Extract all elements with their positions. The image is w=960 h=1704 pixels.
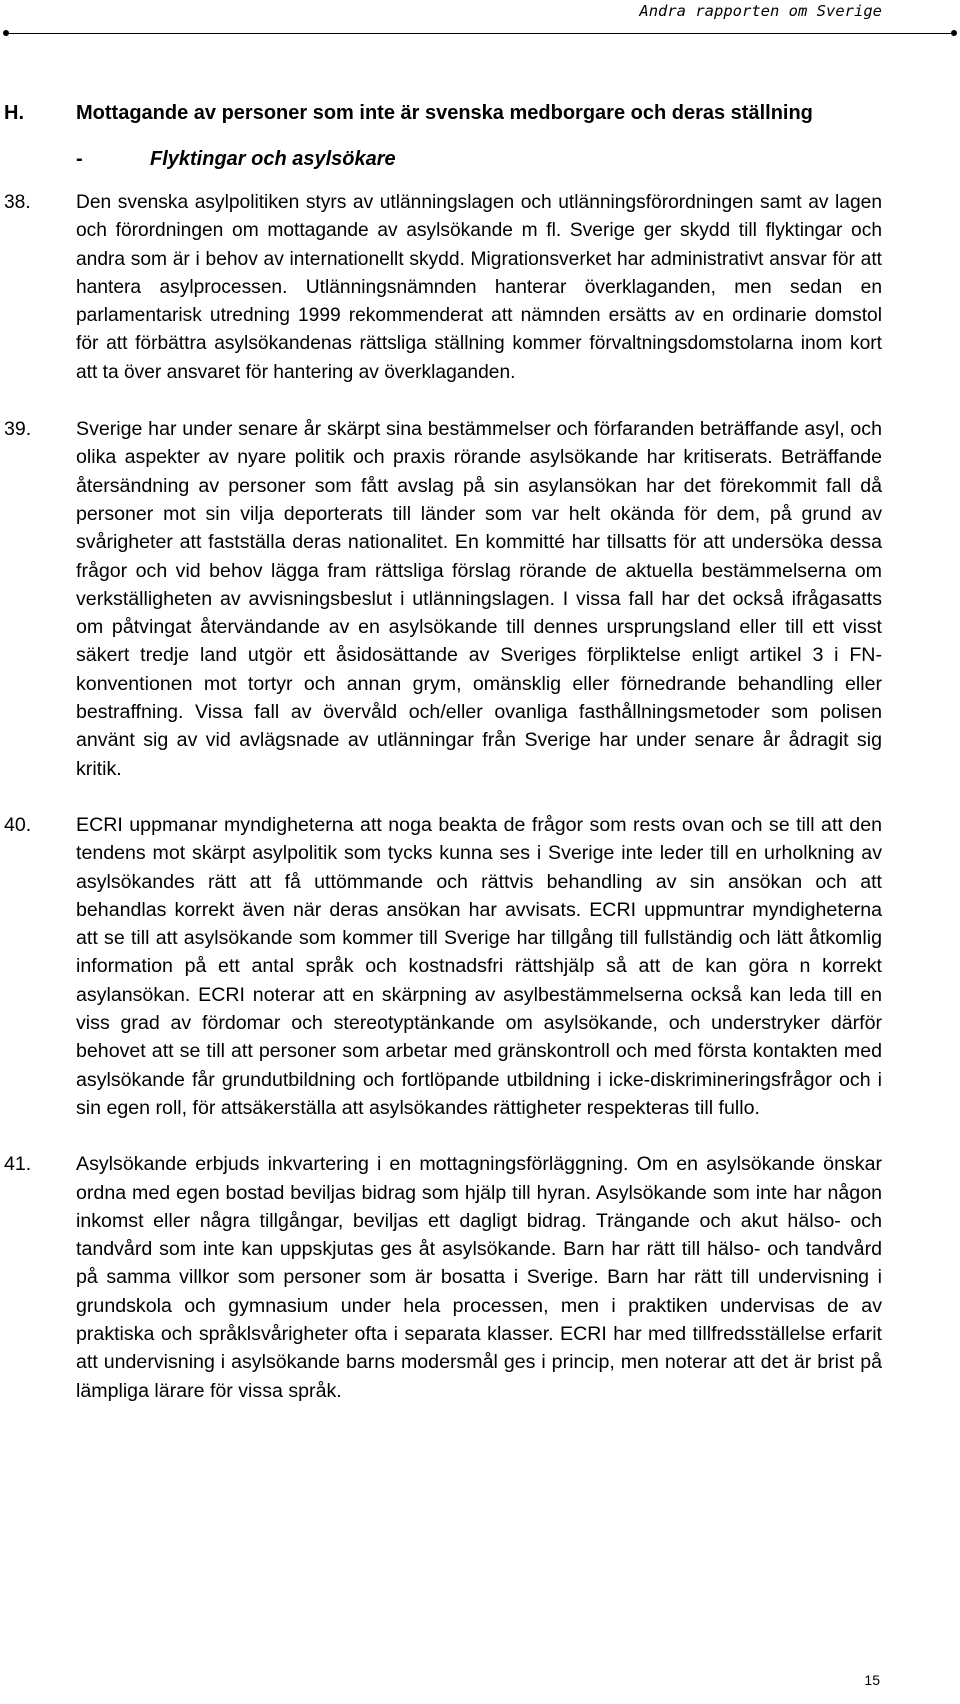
document-body xyxy=(0,98,960,1405)
section-heading xyxy=(0,98,960,128)
subsection-heading xyxy=(0,144,960,174)
running-title: Andra rapporten om Sverige xyxy=(639,2,882,20)
page-header xyxy=(0,0,960,40)
paragraph-38 xyxy=(0,189,960,387)
header-rule-right-dot xyxy=(951,30,957,36)
paragraph-text: Den svenska asylpolitiken styrs av utlänningslagen och utlänningsförordningen samt av lagen och förordningen om mottagande av asylsökande m fl. Sverige ger skydd till flyktingar och andra som är i behov av internationellt skydd. Migrationsverket har administrativt ansvar för att hantera asylprocessen. Utlänningsnämnden hanterar överklaganden, men sedan en parlamentarisk utredning 1999 rekommenderat att nämnden ersätts av en ordinarie domstol för att förbättra asylsökandenas rättsliga ställning kommer förvaltningsdomstolarna inom kort att ta över ansvaret för hantering av överklaganden. xyxy=(76,192,882,383)
paragraph-41 xyxy=(0,1150,960,1405)
section-title: Mottagande av personer som inte är svenska medborgare och deras ställning xyxy=(76,102,813,124)
header-rule xyxy=(6,33,956,34)
paragraph-40 xyxy=(0,811,960,1122)
subsection-dash: - xyxy=(76,148,83,170)
paragraph-number: 40. xyxy=(4,813,32,836)
subsection-title: Flyktingar och asylsökare xyxy=(150,148,396,170)
paragraph-number: 38. xyxy=(4,192,31,213)
paragraph-number: 39. xyxy=(4,418,32,441)
page-number: 15 xyxy=(864,1672,880,1688)
paragraph-39 xyxy=(0,415,960,783)
paragraph-text: Sverige har under senare år skärpt sina bestämmelser och förfaranden beträffande asyl, och olika aspekter av nyare politik och praxis rörande asylsökande har kritiserats. Beträffande återsändning av personer som fått avslag på sin asylansökan har det förekommit fall då personer mot sin vilja deporterats till länder som var helt okända för dem, på grund av svårigheter att fastställa deras nationalitet. En kommitté har tillsatts för att undersöka dessa frågor och vid behov lägga fram rättsliga förslag rörande de aktuella bestämmelserna om verkställigheten av avvisningsbeslut i utlänningslagen. I vissa fall har det också ifrågasatts om påtvingat återvändande av en asylsökande till dennes ursprungsland eller till ett visst säkert tredje land utgör ett åsidosättande av Sveriges förpliktelse enligt artikel 3 i FN-konventionen mot tortyr och annan grym, omänsklig eller förnedrande behandling eller bestraffning. Vissa fall av övervåld och/eller ovanliga fasthållningsmetoder som polisen använt sig av vid avlägsnade av utlänningar från Sverige har under senare år ådragit sig kritik. xyxy=(76,418,882,780)
paragraph-number: 41. xyxy=(4,1153,32,1176)
paragraph-text: ECRI uppmanar myndigheterna att noga beakta de frågor som rests ovan och se till att den tendens mot skärpt asylpolitik som tycks kunna ses i Sverige inte leder till en urholkning av asylsökandes rätt att få uttömmande och rättvis behandling av sin ansökan och att behandlas korrekt även när deras ansökan har avvisats. ECRI uppmuntrar myndigheterna att se till att asylsökande som kommer till Sverige har tillgång till fullständig och lätt åtkomlig information på ett antal språk och kostnadsfri rättshjälp så att de kan göra n korrekt asylansökan. ECRI noterar att en skärpning av asylbestämmelserna också kan leda till en viss grad av fördomar och stereotyptänkande om asylsökande, och understryker därför behovet att se till att personer som arbetar med gränskontroll och med första kontakten med asylsökande får grundutbildning och fortlöpande utbildning i icke-diskrimineringsfrågor och i sin egen roll, för attsäkerställa att asylsökandes rättigheter respekteras till fullo. xyxy=(76,813,882,1119)
header-rule-left-dot xyxy=(3,30,9,36)
paragraph-text: Asylsökande erbjuds inkvartering i en mottagningsförläggning. Om en asylsökande önskar ordna med egen bostad beviljas bidrag som hjälp till hyran. Asylsökande som inte har någon inkomst eller några tillgångar, beviljas ett dagligt bidrag. Trängande och akut hälso- och tandvård som inte kan uppskjutas ges åt asylsökande. Barn har rätt till hälso- och tandvård på samma villkor som personer som är bosatta i Sverige. Barn har rätt till undervisning i grundskola och gymnasium under hela processen, men i praktiken undervisas de av praktiska och språklsvårigheter ofta i separata klasser. ECRI har med tillfredsställelse erfarit att undervisning i asylsökande barns modersmål ges i princip, men noterar att det är brist på lämpliga lärare för vissa språk. xyxy=(76,1153,882,1402)
section-label: H. xyxy=(4,102,24,124)
